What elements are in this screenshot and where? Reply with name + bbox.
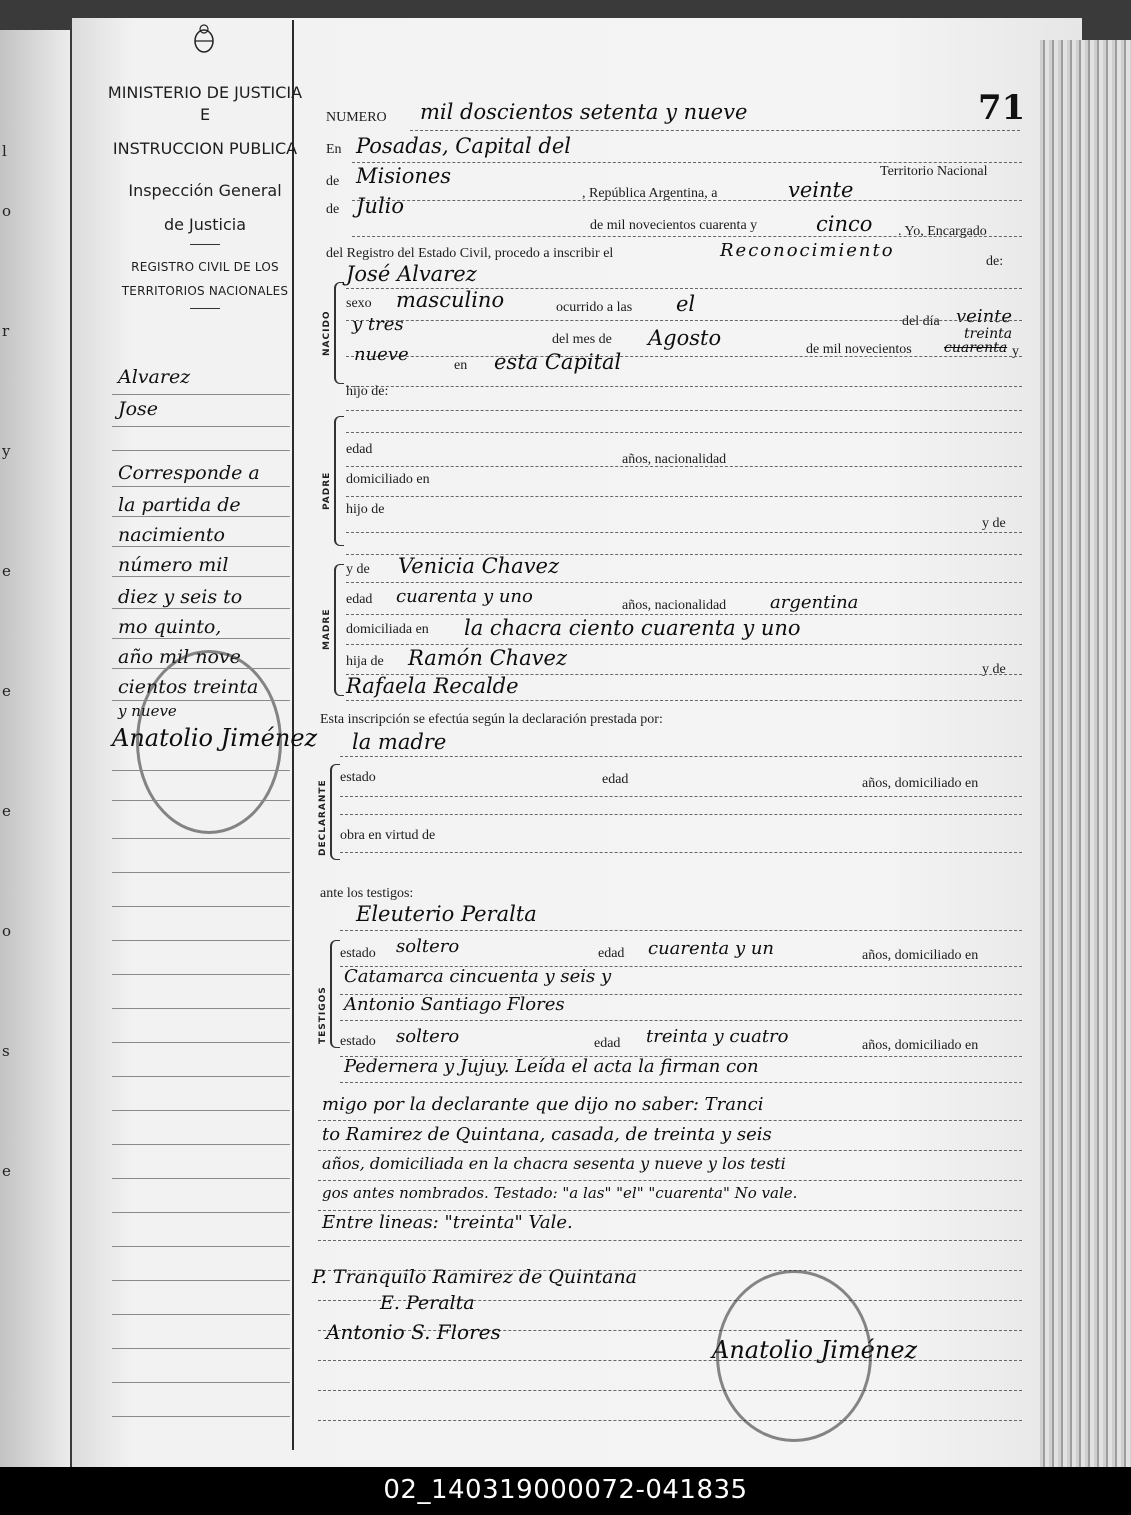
edge-letter: e (2, 682, 11, 700)
field-line (346, 614, 1022, 615)
label-anios-nac-madre: años, nacionalidad (622, 598, 727, 613)
label-hijo: hijo de: (346, 384, 389, 399)
margin-line (112, 1382, 290, 1383)
label-y-de-madre: y de (346, 562, 370, 577)
hand-sexo: masculino (396, 288, 505, 312)
field-line (340, 1082, 1022, 1083)
field-line (346, 644, 1022, 645)
margin-stamp (136, 650, 282, 834)
field-line (352, 236, 1022, 237)
margin-line (112, 576, 290, 577)
label-edad-t2: edad (594, 1036, 621, 1051)
field-line (340, 852, 1022, 853)
ministry-line-2: E (199, 105, 211, 124)
label-estado: estado (340, 770, 376, 785)
margin-line (112, 1348, 290, 1349)
edge-letter: l (2, 142, 7, 160)
section-brace (330, 940, 340, 1048)
margin-line (112, 426, 290, 427)
label-y-de: y de (982, 516, 1006, 531)
label-en2: en (454, 358, 468, 373)
hand-hora2: y tres (352, 314, 404, 335)
field-line (340, 756, 1022, 757)
hand-abuelo: Ramón Chavez (408, 646, 568, 670)
hand-madre-dom: la chacra ciento cuarenta y uno (464, 616, 801, 640)
field-line (340, 1020, 1022, 1021)
label-edad: edad (346, 442, 373, 457)
registry-line-2: TERRITORIOS NACIONALES (121, 284, 289, 298)
hand-anio-tachado: cuarenta (944, 340, 1008, 356)
hand-madre-edad: cuarenta y uno (396, 586, 533, 607)
label-del-dia: del día (902, 314, 940, 329)
field-line (318, 1420, 1022, 1421)
edge-letter: e (2, 562, 11, 580)
margin-note-line: nacimiento (118, 524, 225, 546)
label-mil-novecientos: de mil novecientos cuarenta y (590, 218, 758, 233)
edge-letter: e (2, 802, 11, 820)
margin-line (112, 1280, 290, 1281)
label-republica: , República Argentina, a (582, 186, 718, 201)
signature-testigo-1: E. Peralta (380, 1292, 475, 1314)
section-label-madre: MADRE (322, 608, 332, 650)
label-edad-declarante: edad (602, 772, 629, 787)
field-line (410, 130, 1020, 131)
margin-line (112, 450, 290, 451)
field-line (346, 320, 1022, 321)
label-ante: ante los testigos: (320, 886, 414, 901)
hand-anio: cinco (816, 212, 873, 236)
hand-mes-nac: Agosto (648, 326, 722, 350)
section-label-padre: PADRE (322, 471, 332, 510)
margin-note-line: número mil (118, 554, 229, 576)
hand-anio-nac: nueve (354, 344, 409, 365)
field-line (346, 356, 1022, 357)
ministry-line-1: MINISTERIO DE JUSTICIA (107, 83, 303, 102)
label-anios-dom-t1: años, domiciliado en (862, 948, 979, 963)
page-stack-edge (1040, 40, 1131, 1467)
label-hijo-de: hijo de (346, 502, 385, 517)
hand-acto: Reconocimiento (720, 240, 895, 261)
margin-line (112, 700, 290, 701)
hand-t1-estado: soltero (396, 936, 460, 957)
margin-line (112, 838, 290, 839)
hand-en: Posadas, Capital del (356, 134, 571, 158)
hand-testigo-2: Antonio Santiago Flores (344, 994, 565, 1015)
margin-name: Jose (118, 398, 159, 420)
label-edad-madre: edad (346, 592, 373, 607)
scan-id-caption: 02_140319000072-041835 (0, 1467, 1131, 1515)
hand-abuela: Rafaela Recalde (346, 674, 519, 698)
margin-line (112, 608, 290, 609)
field-line (318, 1240, 1022, 1241)
label-anios-dom: años, domiciliado en (862, 776, 979, 791)
field-line (346, 582, 1022, 583)
field-line (318, 1180, 1022, 1181)
edge-letter: s (2, 1042, 10, 1060)
closing-line: to Ramirez de Quintana, casada, de treinta y seis (322, 1124, 772, 1145)
margin-line (112, 1042, 290, 1043)
margin-note-line: año mil nove (118, 646, 241, 668)
margin-line (112, 1314, 290, 1315)
section-brace (334, 416, 344, 546)
margin-line (112, 1008, 290, 1009)
margin-line (112, 486, 290, 487)
hand-t1-dom: Catamarca cincuenta y seis y (344, 966, 612, 987)
hand-territorio: Misiones (356, 164, 452, 188)
facing-page-edge (0, 30, 70, 1467)
field-line (318, 1120, 1022, 1121)
label-registro: del Registro del Estado Civil, procedo a inscribir el (326, 246, 614, 261)
margin-line (112, 974, 290, 975)
field-line (318, 1210, 1022, 1211)
section-label-nacido: NACIDO (322, 310, 332, 356)
label-hija-de: hija de (346, 654, 384, 669)
hand-madre: Venicia Chavez (398, 554, 560, 578)
label-de: de (326, 202, 340, 217)
margin-line (112, 940, 290, 941)
hand-declarante: la madre (352, 730, 447, 754)
label-del-mes: del mes de (552, 332, 612, 347)
label-domiciliada: domiciliada en (346, 622, 429, 637)
field-line (346, 432, 1022, 433)
field-line (318, 1390, 1022, 1391)
section-brace (330, 764, 340, 860)
label-edad-t1: edad (598, 946, 625, 961)
margin-line (112, 872, 290, 873)
field-line (346, 466, 1022, 467)
label-obra: obra en virtud de (340, 828, 436, 843)
inspection-line-1: Inspección General (128, 181, 282, 200)
hand-dia: veinte (788, 178, 854, 202)
label-ocurrido: ocurrido a las (556, 300, 633, 315)
header-separator (190, 308, 220, 309)
margin-note-line: cientos treinta (118, 676, 259, 698)
hand-t2-estado: soltero (396, 1026, 460, 1047)
label-mil-nov2: de mil novecientos (806, 342, 912, 357)
field-line (318, 1360, 1022, 1361)
margin-note-line: mo quinto, (118, 616, 222, 638)
margin-line (112, 546, 290, 547)
hand-lugar: esta Capital (494, 350, 622, 374)
registry-stamp (716, 1270, 872, 1442)
edge-letter: o (2, 202, 12, 220)
margin-line (112, 906, 290, 907)
label-numero: NUMERO (326, 110, 387, 125)
edge-letter: r (2, 322, 10, 340)
margin-note-line: Corresponde a (118, 462, 260, 484)
margin-surname: Alvarez (118, 366, 191, 388)
hand-mes: Julio (356, 194, 405, 218)
coat-of-arms-icon (192, 24, 216, 54)
field-line (340, 930, 1022, 931)
edge-letter: o (2, 922, 12, 940)
label-de-colon: de: (986, 254, 1004, 269)
signature-declarante: P. Tranquilo Ramirez de Quintana (312, 1266, 638, 1288)
hand-t1-edad: cuarenta y un (648, 938, 775, 959)
margin-line (112, 1246, 290, 1247)
hand-dia-nac: veinte (956, 306, 1013, 327)
label-estado-t1: estado (340, 946, 376, 961)
section-brace (334, 564, 344, 696)
margin-line (112, 770, 290, 771)
field-line (346, 532, 1022, 533)
hand-testigo-1: Eleuterio Peralta (356, 902, 537, 926)
field-line (340, 796, 1022, 797)
label-inscripcion: Esta inscripción se efectúa según la declaración prestada por: (320, 712, 663, 727)
edge-letter: y (2, 442, 11, 460)
field-line (346, 496, 1022, 497)
margin-line (112, 638, 290, 639)
section-label-testigos: TESTIGOS (318, 986, 328, 1044)
field-line (346, 386, 1022, 387)
hand-t2-edad: treinta y cuatro (646, 1026, 789, 1047)
margin-line (112, 1110, 290, 1111)
label-anios-dom-t2: años, domiciliado en (862, 1038, 979, 1053)
hand-madre-nac: argentina (770, 592, 859, 613)
margin-note-line: y nueve (118, 702, 177, 720)
closing-line: Entre lineas: "treinta" Vale. (322, 1212, 573, 1233)
field-line (352, 200, 1022, 201)
label-y: y (1012, 344, 1019, 359)
page-number: 71 (978, 88, 1026, 128)
section-label-declarante: DECLARANTE (318, 779, 328, 856)
signature-encargado: Anatolio Jiménez (712, 1336, 918, 1364)
margin-line (112, 1076, 290, 1077)
margin-line (112, 394, 290, 395)
label-y-de-abuela: y de (982, 662, 1006, 677)
margin-note-line: la partida de (118, 494, 241, 516)
hand-t2-dom: Pedernera y Jujuy. Leída el acta la firman con (344, 1056, 759, 1077)
margin-line (112, 1212, 290, 1213)
header-separator (190, 244, 220, 245)
margin-line (112, 800, 290, 801)
margin-line (112, 1178, 290, 1179)
ministry-line-3: INSTRUCCION PUBLICA (112, 139, 298, 158)
label-anios-nac: años, nacionalidad (622, 452, 727, 467)
field-line (352, 162, 1022, 163)
hand-hora: el (676, 292, 696, 316)
label-en: En (326, 142, 342, 157)
edge-letter: e (2, 1162, 11, 1180)
closing-line: años, domiciliada en la chacra sesenta y nueve y los testi (322, 1154, 786, 1173)
field-line (346, 700, 1022, 701)
hand-dia-nac-2: treinta (964, 326, 1013, 342)
hand-nombre: José Alvarez (346, 262, 477, 286)
margin-signature: Anatolio Jiménez (112, 724, 318, 752)
label-de: de (326, 174, 340, 189)
margin-note-line: diez y seis to (118, 586, 243, 608)
hand-numero: mil doscientos setenta y nueve (420, 100, 748, 124)
margin-line (112, 516, 290, 517)
registry-line-1: REGISTRO CIVIL DE LOS (131, 260, 279, 274)
section-brace (334, 282, 344, 384)
signature-testigo-2: Antonio S. Flores (326, 1320, 501, 1344)
inspection-line-2: de Justicia (163, 215, 247, 234)
margin-line (112, 1416, 290, 1417)
label-territorio: Territorio Nacional (880, 164, 988, 179)
field-line (346, 410, 1022, 411)
closing-line: gos antes nombrados. Testado: "a las" "el" "cuarenta" No vale. (322, 1184, 798, 1202)
closing-line: migo por la declarante que dijo no saber: Tranci (322, 1094, 764, 1115)
margin-line (112, 1144, 290, 1145)
field-line (340, 814, 1022, 815)
field-line (318, 1150, 1022, 1151)
label-sexo: sexo (346, 296, 372, 311)
margin-line (112, 668, 290, 669)
label-estado-t2: estado (340, 1034, 376, 1049)
label-yo: . Yo, Encargado (898, 224, 987, 239)
label-domiciliado: domiciliado en (346, 472, 430, 487)
